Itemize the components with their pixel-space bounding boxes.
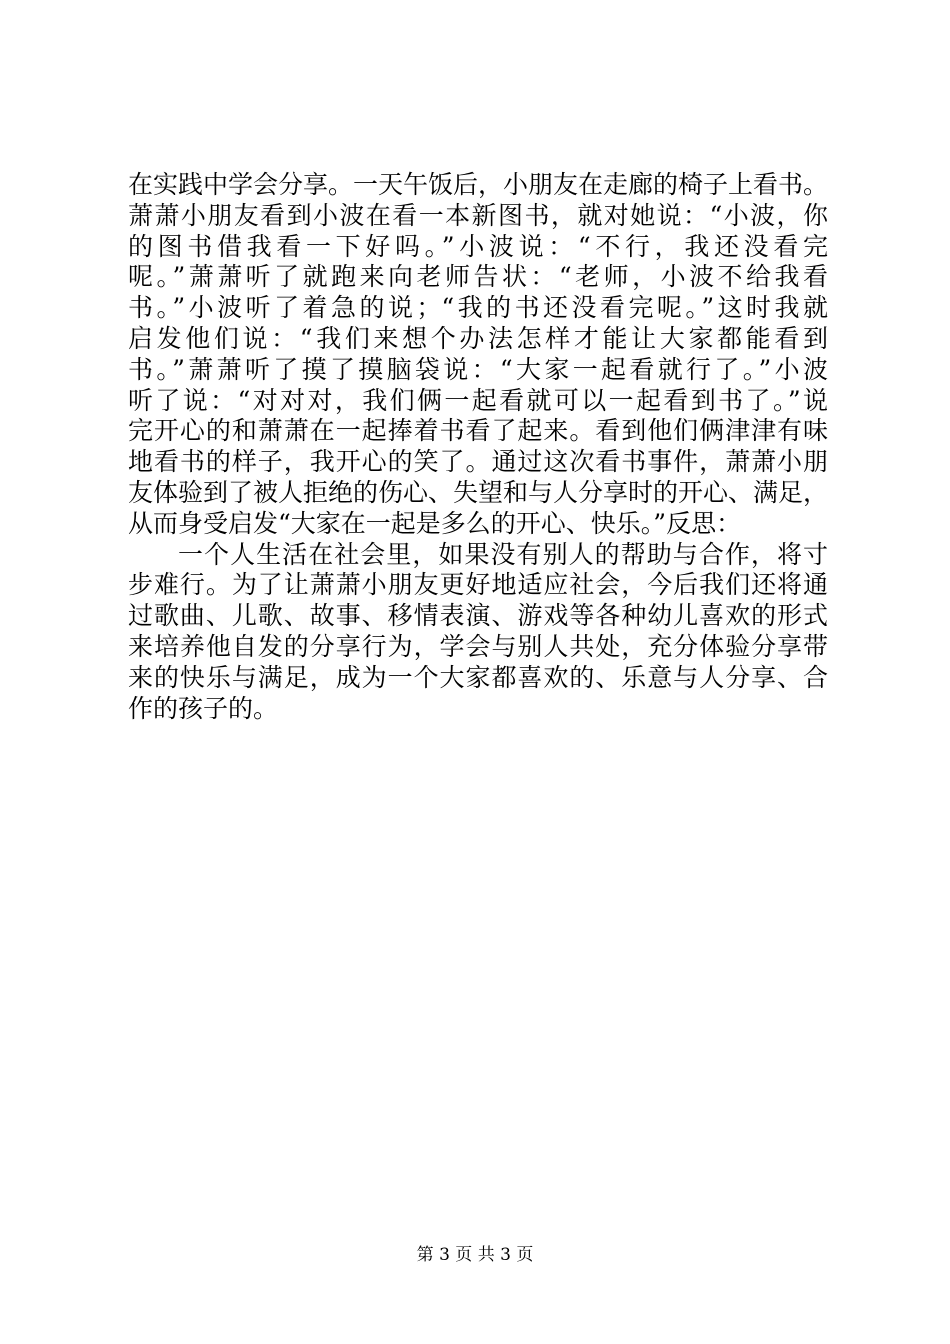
body-line: 听了说：“对对对，我们俩一起看就可以一起看到书了。”说 xyxy=(128,385,828,415)
body-line: 友体验到了被人拒绝的伤心、失望和与人分享时的开心、满足， xyxy=(128,477,829,507)
body-line: 在实践中学会分享。一天午饭后，小朋友在走廊的椅子上看书。 xyxy=(128,170,829,199)
body-line: 一个人生活在社会里，如果没有别人的帮助与合作，将寸 xyxy=(178,539,828,569)
document-body xyxy=(128,170,828,724)
body-line: 萧萧小朋友看到小波在看一本新图书，就对她说：“小波，你 xyxy=(128,200,828,230)
body-line: 步难行。为了让萧萧小朋友更好地适应社会，今后我们还将通 xyxy=(128,570,828,600)
body-line: 启发他们说：“我们来想个办法怎样才能让大家都能看到 xyxy=(128,323,828,353)
page-footer xyxy=(0,1244,950,1266)
body-line: 完开心的和萧萧在一起捧着书看了起来。看到他们俩津津有味 xyxy=(128,416,828,446)
body-line: 的图书借我看一下好吗。”小波说：“不行，我还没看完 xyxy=(128,231,828,261)
body-line: 书。”小波听了着急的说；“我的书还没看完呢。”这时我就 xyxy=(128,293,828,323)
body-line: 来的快乐与满足，成为一个大家都喜欢的、乐意与人分享、合 xyxy=(128,662,828,692)
body-line: 呢。”萧萧听了就跑来向老师告状：“老师，小波不给我看 xyxy=(128,262,828,292)
body-line: 从而身受启发“大家在一起是多么的开心、快乐。”反思： xyxy=(128,508,742,538)
body-line: 书。”萧萧听了摸了摸脑袋说：“大家一起看就行了。”小波 xyxy=(128,354,828,384)
body-line: 地看书的样子，我开心的笑了。通过这次看书事件，萧萧小朋 xyxy=(128,447,828,477)
body-line: 作的孩子的。 xyxy=(128,693,279,723)
page-number: 第 3 页 共 3 页 xyxy=(416,1245,534,1265)
body-line: 来培养他自发的分享行为，学会与别人共处，充分体验分享带 xyxy=(128,631,828,661)
body-line: 过歌曲、儿歌、故事、移情表演、游戏等各种幼儿喜欢的形式 xyxy=(128,601,828,631)
